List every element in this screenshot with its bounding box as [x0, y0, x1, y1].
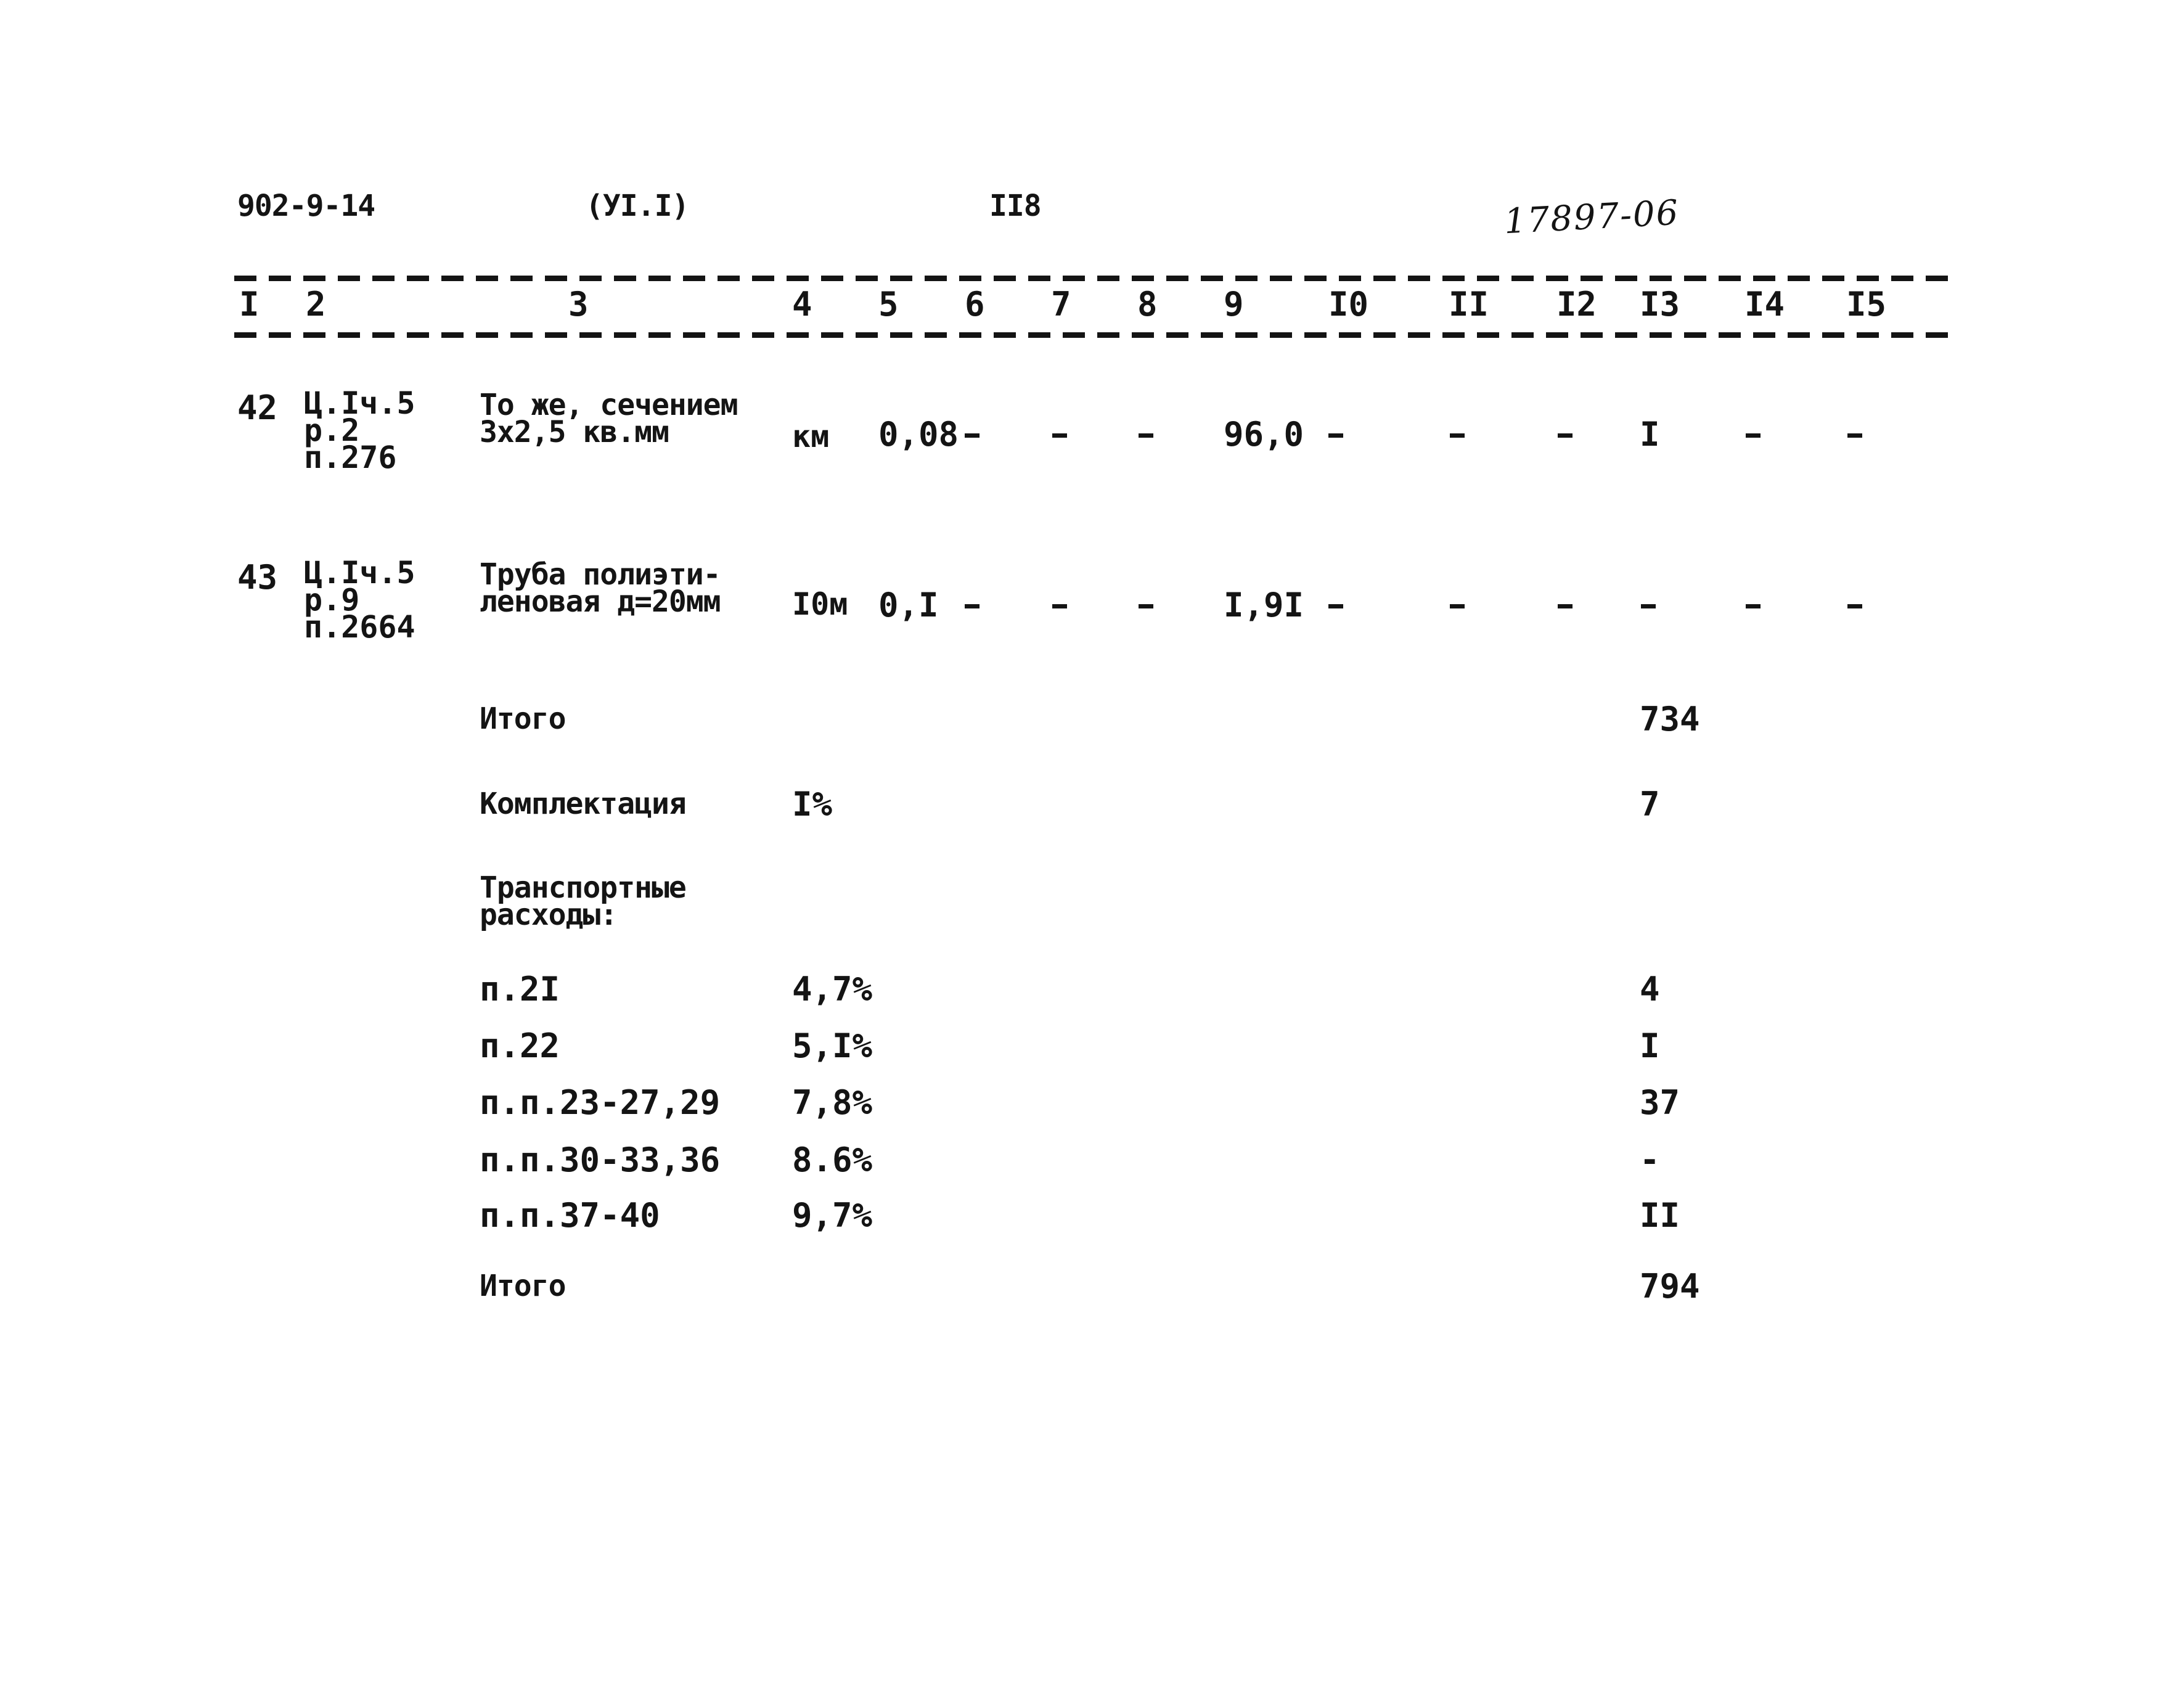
quantity: 0,I [878, 586, 939, 624]
header-top-rule [234, 276, 1960, 281]
value-col-9: I,9I [1224, 586, 1304, 624]
completion-value: 7 [1640, 785, 1660, 824]
dash-col-10 [1328, 604, 1343, 608]
transport-label: п.22 [480, 1026, 560, 1065]
grand-total-value: 794 [1640, 1267, 1700, 1306]
transport-value: 37 [1640, 1083, 1680, 1122]
total-label: Итого [480, 702, 566, 736]
transport-heading-line: Транспортные [480, 870, 686, 905]
col-header-11: II [1449, 285, 1489, 324]
col-header-3: 3 [568, 285, 589, 324]
row-number: 42 [237, 388, 278, 427]
transport-heading-line: расходы: [480, 898, 618, 932]
dash-col-12 [1558, 433, 1573, 438]
col-header-13: I3 [1640, 285, 1680, 324]
item-name [480, 557, 721, 619]
col-header-6: 6 [965, 285, 985, 324]
dash-col-12 [1558, 604, 1573, 608]
dash-col-14 [1746, 433, 1761, 438]
header-bottom-rule [234, 332, 1960, 338]
completion-label: Комплектация [480, 787, 686, 821]
transport-rate: 9,7% [792, 1196, 873, 1235]
col-header-8: 8 [1137, 285, 1158, 324]
name-line: Труба полиэти- [480, 557, 721, 592]
transport-rate: 5,I% [792, 1026, 873, 1065]
grand-total-label: Итого [480, 1269, 566, 1303]
col-header-14: I4 [1744, 285, 1785, 324]
name-line: 3х2,5 кв.мм [480, 415, 669, 449]
ref-line: р.9 [304, 582, 360, 618]
transport-value: I [1640, 1026, 1660, 1065]
price-reference [304, 385, 415, 475]
col-header-4: 4 [792, 285, 812, 324]
transport-rate: 4,7% [792, 970, 873, 1009]
col-header-15: I5 [1846, 285, 1887, 324]
transport-value: II [1640, 1196, 1680, 1235]
dash-col-11 [1450, 433, 1465, 438]
value-col-13: I [1640, 415, 1660, 454]
dash-col-15 [1847, 433, 1862, 438]
price-reference [304, 555, 415, 645]
transport-label: п.п.37-40 [480, 1196, 660, 1235]
ref-line: п.276 [304, 440, 397, 475]
dash-col-8 [1139, 433, 1153, 438]
ref-line: Ц.Iч.5 [304, 385, 415, 421]
transport-rate: 8.6% [792, 1140, 873, 1179]
transport-value: 4 [1640, 970, 1660, 1009]
col-header-9: 9 [1224, 285, 1244, 324]
col-header-1: I [239, 285, 260, 324]
name-line: леновая д=20мм [480, 584, 721, 619]
transport-heading [480, 870, 686, 932]
dash-col-6 [965, 604, 980, 608]
item-name [480, 388, 738, 449]
dash-col-14 [1746, 604, 1761, 608]
dash-col-11 [1450, 604, 1465, 608]
dash-col-8 [1139, 604, 1153, 608]
col-header-2: 2 [306, 285, 326, 324]
transport-rate: 7,8% [792, 1083, 873, 1122]
dash-col-6 [965, 433, 980, 438]
unit: I0м [792, 586, 848, 622]
ref-line: р.2 [304, 412, 360, 448]
document-code: 902-9-14 [237, 189, 375, 223]
quantity: 0,08 [878, 415, 959, 454]
dash-col-13 [1641, 604, 1656, 608]
completion-rate: I% [792, 785, 833, 824]
inventory-number: 17897-06 [1503, 192, 1680, 242]
unit: км [792, 419, 830, 454]
section-number: (УI.I) [586, 189, 689, 223]
transport-label: п.2I [480, 970, 560, 1009]
page-number: II8 [989, 189, 1041, 223]
dash-col-15 [1847, 604, 1862, 608]
col-header-12: I2 [1556, 285, 1597, 324]
total-value: 734 [1640, 700, 1700, 739]
col-header-7: 7 [1051, 285, 1071, 324]
dash-col-7 [1052, 604, 1067, 608]
ref-line: Ц.Iч.5 [304, 555, 415, 591]
row-number: 43 [237, 558, 278, 597]
name-line: То же, сечением [480, 388, 738, 422]
dash-col-10 [1328, 433, 1343, 438]
col-header-10: I0 [1328, 285, 1369, 324]
dash-col-7 [1052, 433, 1067, 438]
transport-label: п.п.23-27,29 [480, 1083, 721, 1122]
ref-line: п.2664 [304, 609, 415, 645]
value-col-9: 96,0 [1224, 415, 1304, 454]
transport-label: п.п.30-33,36 [480, 1140, 721, 1179]
transport-value: - [1640, 1140, 1660, 1179]
col-header-5: 5 [878, 285, 899, 324]
